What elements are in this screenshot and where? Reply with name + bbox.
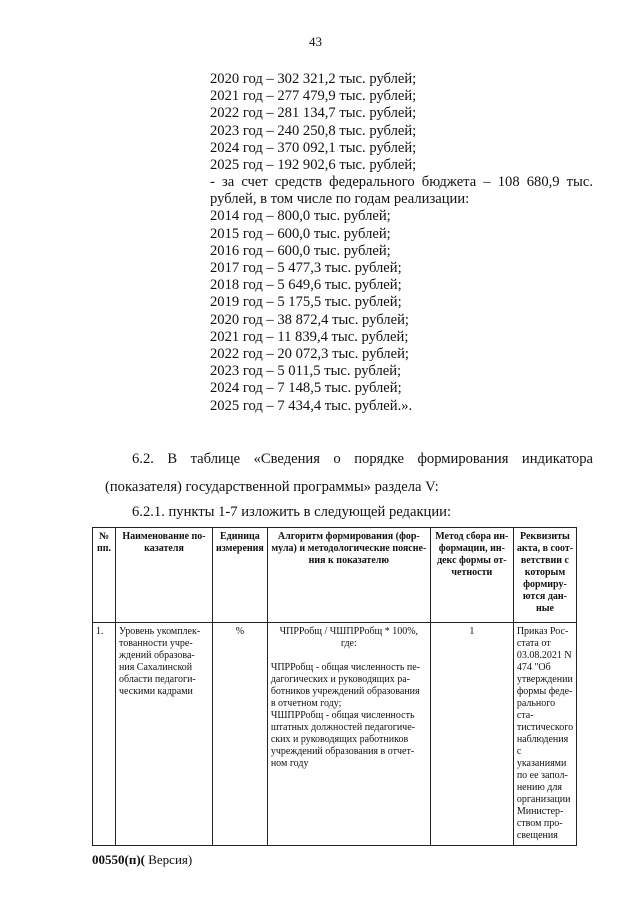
- federal-budget-block: [210, 174, 593, 415]
- indicators-table: [92, 527, 577, 846]
- formula-where: где:: [340, 638, 357, 649]
- budget-line: 2020 год – 38 872,4 тыс. рублей;: [210, 311, 409, 328]
- header-indicator-name: Наименование по-казателя: [116, 528, 213, 623]
- footer-code: 00550(п)(: [92, 852, 145, 867]
- federal-intro-line1: - за счет средств федерального бюджета – 108 680,9 тыс.: [210, 174, 593, 190]
- footer-version: Версия): [144, 852, 193, 867]
- header-unit: Единица измерения: [213, 528, 268, 623]
- budget-line: 2024 год – 7 148,5 тыс. рублей;: [210, 380, 402, 397]
- paragraph-6-2-line2: (показателя) государственной программы» раздела V:: [105, 479, 439, 495]
- paragraph-6-2: [105, 445, 593, 501]
- formula: ЧПРРобщ / ЧШПРРобщ * 100%,: [279, 626, 419, 637]
- paragraph-6-2-line1: 6.2. В таблице «Сведения о порядке формирования индикатора: [132, 451, 593, 467]
- cell-number: 1.: [93, 623, 116, 846]
- budget-line: 2020 год – 302 321,2 тыс. рублей;: [210, 71, 417, 87]
- cell-method: 1: [430, 623, 513, 846]
- table-header-row: [93, 528, 577, 623]
- cell-indicator-name: Уровень укомплек-тованности учре-ждений образова-ния Сахалинской области педагоги-ческими кадрами: [116, 623, 213, 846]
- header-algorithm: Алгоритм формирования (фор-мула) и методологические поясне-ния к показателю: [267, 528, 430, 623]
- budget-line: 2025 год – 192 902,6 тыс. рублей;: [210, 157, 417, 174]
- formula-explanation-1: ЧПРРобщ - общая численность пе-дагогических и руководящих ра-ботников учреждений образования в отчетном году;: [270, 662, 421, 709]
- budget-line: 2022 год – 20 072,3 тыс. рублей;: [210, 346, 409, 363]
- budget-list-total: [210, 71, 416, 174]
- budget-line: 2014 год – 800,0 тыс. рублей;: [210, 208, 391, 225]
- document-footer: [92, 852, 192, 868]
- budget-line: 2021 год – 277 479,9 тыс. рублей;: [210, 88, 417, 105]
- budget-line: 2022 год – 281 134,7 тыс. рублей;: [210, 105, 417, 122]
- budget-line: 2019 год – 5 175,5 тыс. рублей;: [210, 294, 402, 311]
- budget-line: 2023 год – 5 011,5 тыс. рублей;: [210, 363, 402, 380]
- header-number: № пп.: [93, 528, 116, 623]
- federal-intro-line2: рублей, в том числе по годам реализации:: [210, 191, 470, 208]
- table-row: [93, 623, 577, 846]
- paragraph-6-2-1: 6.2.1. пункты 1-7 изложить в следующей редакции:: [132, 504, 452, 520]
- cell-unit: %: [213, 623, 268, 846]
- budget-line: 2023 год – 240 250,8 тыс. рублей;: [210, 122, 417, 139]
- budget-line: 2017 год – 5 477,3 тыс. рублей;: [210, 260, 402, 277]
- budget-line: 2015 год – 600,0 тыс. рублей;: [210, 225, 391, 242]
- header-requisites: Реквизиты акта, в соот-ветствии с которым формиру-ются дан-ные: [513, 528, 576, 623]
- cell-requisites: Приказ Рос-стата от 03.08.2021 N 474 "Об утверждении формы феде-рального ста-тистического наблюдения с указаниями по ее запол-нению для организации Министер-ством про-свещения: [513, 623, 576, 846]
- budget-line: 2018 год – 5 649,6 тыс. рублей;: [210, 277, 402, 294]
- header-method: Метод сбора ин-формации, ин-декс формы от-четности: [430, 528, 513, 623]
- budget-line: 2024 год – 370 092,1 тыс. рублей;: [210, 139, 417, 156]
- formula-explanation-2: ЧШПРРобщ - общая численность штатных должностей педагогиче-ских и руководящих работников учреждений образования в отчет-ном году: [270, 710, 415, 769]
- budget-line: 2025 год – 7 434,4 тыс. рублей.».: [210, 397, 413, 414]
- budget-line: 2021 год – 11 839,4 тыс. рублей;: [210, 328, 409, 345]
- budget-line: 2016 год – 600,0 тыс. рублей;: [210, 242, 391, 259]
- page-number: 43: [309, 34, 322, 49]
- cell-algorithm: [267, 623, 430, 846]
